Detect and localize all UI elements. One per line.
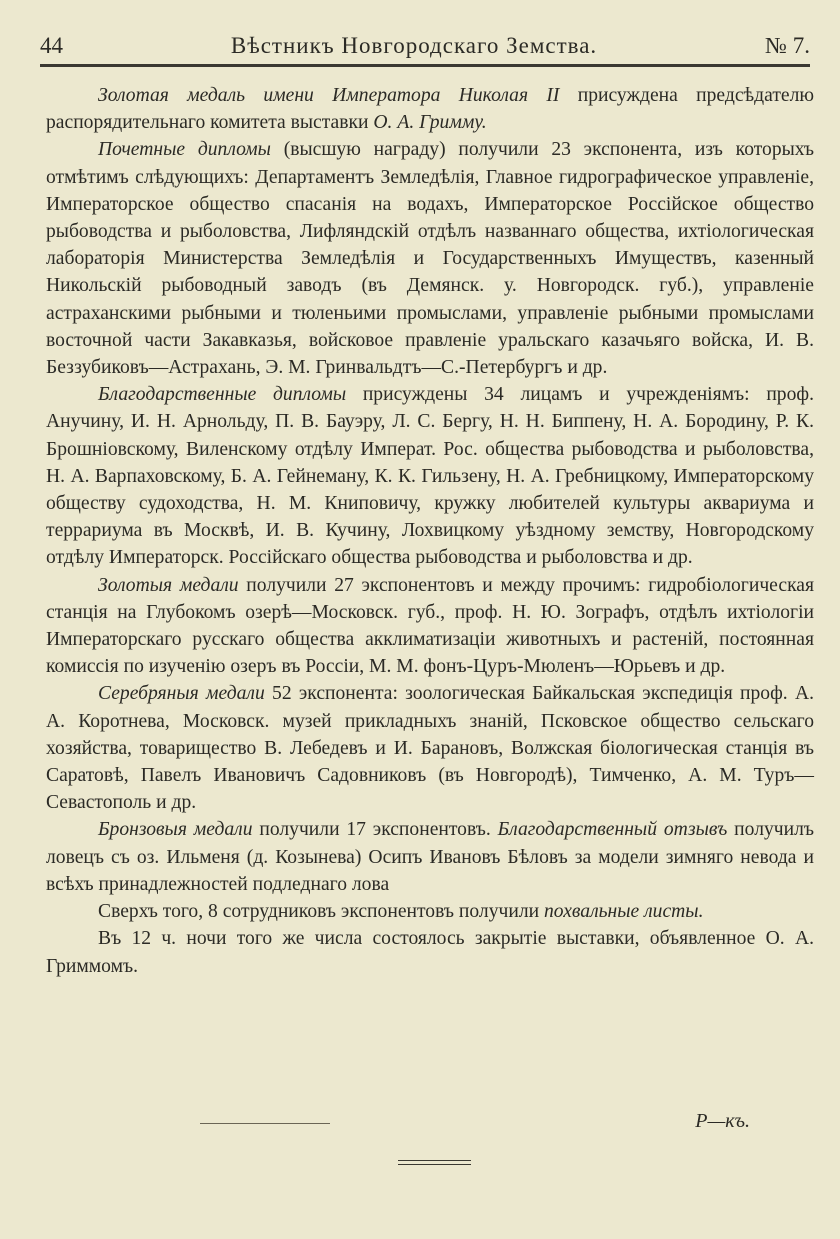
paragraph-text: получили 27 экспонентовъ и между прочимъ: гидробіологическая станція на Глубокомъ озерѣ—Московск. губ., проф. Н. Ю. Зографъ, отдѣлъ ихтіологіи Императорскаго русскаго общества акклиматизаціи животныхъ и растеній, постоянная комиссія по изученію озеръ въ Россіи, М. М. фонъ-Цуръ-Мюленъ—Юрьевъ и др. bbox=[46, 574, 814, 678]
paragraph-lead: Золотыя медали bbox=[98, 574, 239, 596]
paragraph-gold-medal bbox=[46, 82, 814, 136]
paragraph-text: Сверхъ того, 8 сотрудниковъ экспонентовъ получили bbox=[98, 901, 544, 923]
signature-rule bbox=[200, 1123, 330, 1124]
paragraph-closing bbox=[46, 925, 814, 979]
paragraph-silver-medals bbox=[46, 680, 814, 816]
paragraph-text: получили 17 экспонентовъ. bbox=[252, 819, 498, 841]
author-signature: Р—къ. bbox=[695, 1110, 750, 1132]
paragraph-bronze-medals bbox=[46, 816, 814, 898]
paragraph-text: присуждена предсѣдателю распорядительнаго комитета выставки bbox=[46, 85, 814, 134]
paragraph-tail: похвальные листы. bbox=[544, 901, 704, 923]
paragraph-lead: Почетные дипломы bbox=[98, 139, 271, 161]
paragraph-commendation bbox=[46, 898, 814, 925]
issue-number: № 7. bbox=[765, 33, 810, 58]
paragraph-text: Въ 12 ч. ночи того же числа состоялось закрытіе выставки, объявленное О. А. Гриммомъ. bbox=[46, 928, 814, 977]
paragraph-text: присуждены 34 лицамъ и учрежденіямъ: проф. Анучину, И. Н. Арнольду, П. В. Бауэру, Л. С. Бергу, Н. Н. Биппену, Н. А. Бородину, Р. К. Брошніовскому, Виленскому отдѣлу Императ. Рос. общества рыбоводства и рыболовства, Н. А. Варпаховскому, Б. А. Гейнеману, К. К. Гильзену, Н. А. Гребницкому, Императорскому обществу судоходства, Н. М. Книповичу, кружку любителей культуры аквариума и террариума въ Москвѣ, И. В. Кучину, Лохвицкому уѣздному земству, Новгородскому отдѣлу Императорск. Россійскаго общества рыбоводства и рыболовства и др. bbox=[46, 384, 814, 569]
paragraph-gold-medals bbox=[46, 572, 814, 681]
running-header bbox=[40, 28, 810, 66]
paragraph-gratitude-diplomas bbox=[46, 381, 814, 571]
paragraph-text: 52 экспонента: зоологическая Байкальская экспедиція проф. А. А. Коротнева, Московск. музей прикладныхъ знаній, Псковское общество сельскаго хозяйства, товарищество В. Лебедевъ и И. Барановъ, Волжская біологическая станція въ Саратовѣ, Павелъ Ивановичъ Садовниковъ (въ Новгородѣ), Тимченко, А. М. Туръ—Севастополь и др. bbox=[46, 683, 814, 814]
end-of-article-rule bbox=[398, 1160, 471, 1165]
paragraph-honorary-diplomas bbox=[46, 136, 814, 381]
page-number: 44 bbox=[40, 33, 63, 58]
header-rule bbox=[40, 66, 810, 67]
paragraph-lead: Серебряныя медали bbox=[98, 683, 265, 705]
paragraph-text: (высшую награду) получили 23 экспонента, изъ которыхъ отмѣтимъ слѣдующихъ: Департаментъ Земледѣлія, Главное гидрографическое управленіе, Императорское общество спасанія на водахъ, Императорское Россійское общество рыбоводства и рыболовства, Лифляндскій отдѣлъ названнаго общества, ихтіологическая лабораторія Министерства Земледѣлія и Государственныхъ Имуществъ, казенный Никольскій рыбоводный заводъ (въ Демянск. у. Новгородск. губ.), управленіе астраханскими рыбными и тюленьими промыслами, управленіе рыбными промыслами восточной части Закавказья, войсковое правленіе уральскаго казачьяго войска, И. В. Беззубиковъ—Астрахань, Э. М. Гринвальдтъ—С.-Петербургъ и др. bbox=[46, 139, 814, 379]
paragraph-lead: Золотая медаль имени Императора Николая II bbox=[98, 85, 560, 106]
paragraph-lead: Бронзовыя медали bbox=[98, 819, 253, 841]
paragraph-lead: Благодарственные дипломы bbox=[98, 384, 347, 406]
paragraph-after: получилъ ловецъ съ оз. Ильменя (д. Козынева) Осипъ Ивановъ Бѣловъ за модели зимняго невода и всѣхъ принадлежностей подледнаго лова bbox=[46, 819, 815, 895]
journal-title: Вѣстникъ Новгородскаго Земства. bbox=[230, 33, 598, 58]
article-body bbox=[46, 82, 814, 980]
paragraph-tail: О. А. Гримму. bbox=[373, 112, 487, 134]
paragraph-tail: Благодарственный отзывъ bbox=[497, 819, 728, 841]
